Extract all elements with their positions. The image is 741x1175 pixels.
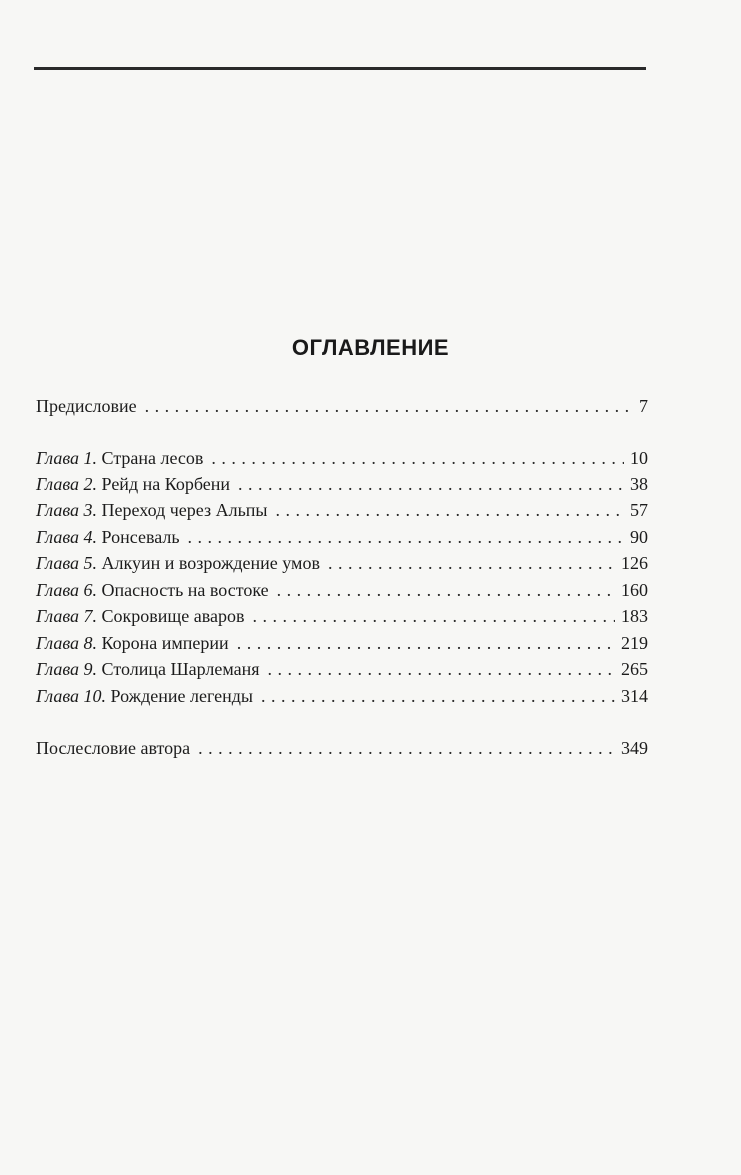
dot-leader	[145, 393, 633, 419]
toc-page-number: 349	[621, 738, 648, 758]
toc-page-number: 90	[630, 527, 648, 547]
chapter-prefix: Глава 7.	[36, 606, 98, 626]
dot-leader	[268, 656, 616, 682]
toc-entry-preface[interactable]	[36, 393, 648, 419]
toc-entry-chapter-5[interactable]	[36, 550, 648, 576]
toc-entry-chapter-7[interactable]	[36, 603, 648, 629]
toc-entry-chapter-4[interactable]	[36, 524, 648, 550]
chapter-prefix: Глава 2.	[36, 474, 98, 494]
toc-entry-chapter-1[interactable]	[36, 445, 648, 471]
dot-leader	[328, 550, 615, 576]
toc-entry-chapter-3[interactable]	[36, 497, 648, 523]
chapter-title: Переход через Альпы	[101, 500, 268, 520]
toc-heading: ОГЛАВЛЕНИЕ	[291, 335, 450, 360]
toc-entry-chapter-10[interactable]	[36, 683, 648, 709]
dot-leader	[261, 683, 615, 709]
chapter-title: Рейд на Корбени	[101, 474, 231, 494]
chapter-prefix: Глава 1.	[36, 448, 98, 468]
toc-entry-chapter-9[interactable]	[36, 656, 648, 682]
dot-leader	[238, 471, 624, 497]
chapter-prefix: Глава 4.	[36, 527, 98, 547]
dot-leader	[277, 577, 615, 603]
toc-page-number: 183	[621, 606, 648, 626]
toc-page-number: 7	[639, 396, 648, 416]
dot-leader	[253, 603, 615, 629]
chapter-prefix: Глава 8.	[36, 633, 98, 653]
chapter-prefix: Глава 10.	[36, 686, 107, 706]
toc-page-number: 126	[621, 553, 648, 573]
chapter-title: Ронсеваль	[101, 527, 180, 547]
dot-leader	[276, 497, 624, 523]
chapter-title: Сокровище аваров	[101, 606, 245, 626]
toc-entry-chapter-6[interactable]	[36, 577, 648, 603]
chapter-title: Страна лесов	[101, 448, 204, 468]
toc-page-number: 57	[630, 500, 648, 520]
toc-entry-afterword[interactable]	[36, 735, 648, 761]
chapter-title: Опасность на востоке	[101, 580, 269, 600]
dot-leader	[211, 445, 624, 471]
chapter-prefix: Глава 9.	[36, 659, 98, 679]
toc-page-number: 10	[630, 448, 648, 468]
chapter-prefix: Глава 6.	[36, 580, 98, 600]
chapter-title: Рождение легенды	[110, 686, 253, 706]
chapter-prefix: Глава 5.	[36, 553, 98, 573]
dot-leader	[188, 524, 624, 550]
chapter-title: Столица Шарлеманя	[101, 659, 260, 679]
toc-entry-label: Предисловие	[36, 396, 137, 416]
dot-leader	[237, 630, 615, 656]
toc-page-number: 160	[621, 580, 648, 600]
toc-entry-chapter-2[interactable]	[36, 471, 648, 497]
top-rule	[34, 67, 646, 70]
toc-entry-chapter-8[interactable]	[36, 630, 648, 656]
toc-entry-label: Послесловие автора	[36, 738, 191, 758]
chapter-title: Корона империи	[101, 633, 229, 653]
toc-page-number: 38	[630, 474, 648, 494]
toc-page-number: 314	[621, 686, 648, 706]
toc-page-number: 265	[621, 659, 648, 679]
toc-page-number: 219	[621, 633, 648, 653]
chapter-title: Алкуин и возрождение умов	[101, 553, 320, 573]
dot-leader	[198, 735, 615, 761]
chapter-prefix: Глава 3.	[36, 500, 98, 520]
